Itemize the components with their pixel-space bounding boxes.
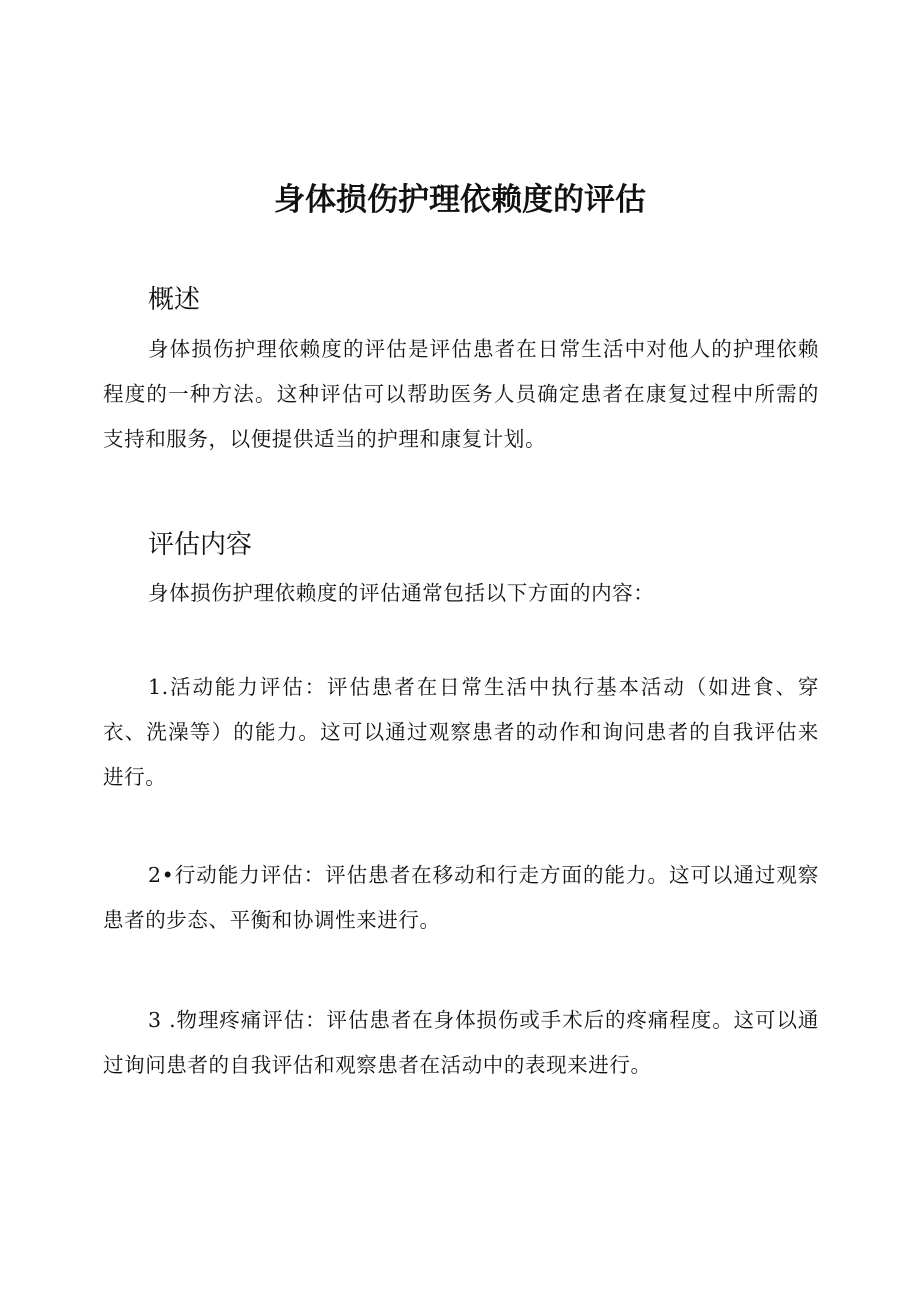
section-heading-overview: 概述: [148, 285, 201, 315]
content-intro-paragraph: 身体损伤护理依赖度的评估通常包括以下方面的内容：: [148, 581, 655, 605]
section-heading-content: 评估内容: [148, 530, 253, 560]
list-item-activity-assessment: 1.活动能力评估：评估患者在日常生活中执行基本活动（如进食、穿衣、洗澡等）的能力。这可以通过观察患者的动作和询问患者的自我评估来进行。: [103, 675, 819, 789]
list-item-mobility-assessment: 2•行动能力评估：评估患者在移动和行走方面的能力。这可以通过观察患者的步态、平衡和协调性来进行。: [103, 863, 819, 932]
overview-paragraph: 身体损伤护理依赖度的评估是评估患者在日常生活中对他人的护理依赖程度的一种方法。这种评估可以帮助医务人员确定患者在康复过程中所需的支持和服务，以便提供适当的护理和康复计划。: [103, 337, 819, 451]
document-title: 身体损伤护理依赖度的评估: [274, 182, 646, 218]
list-item-pain-assessment: 3 .物理疼痛评估：评估患者在身体损伤或手术后的疼痛程度。这可以通过询问患者的自我评估和观察患者在活动中的表现来进行。: [103, 1008, 819, 1077]
